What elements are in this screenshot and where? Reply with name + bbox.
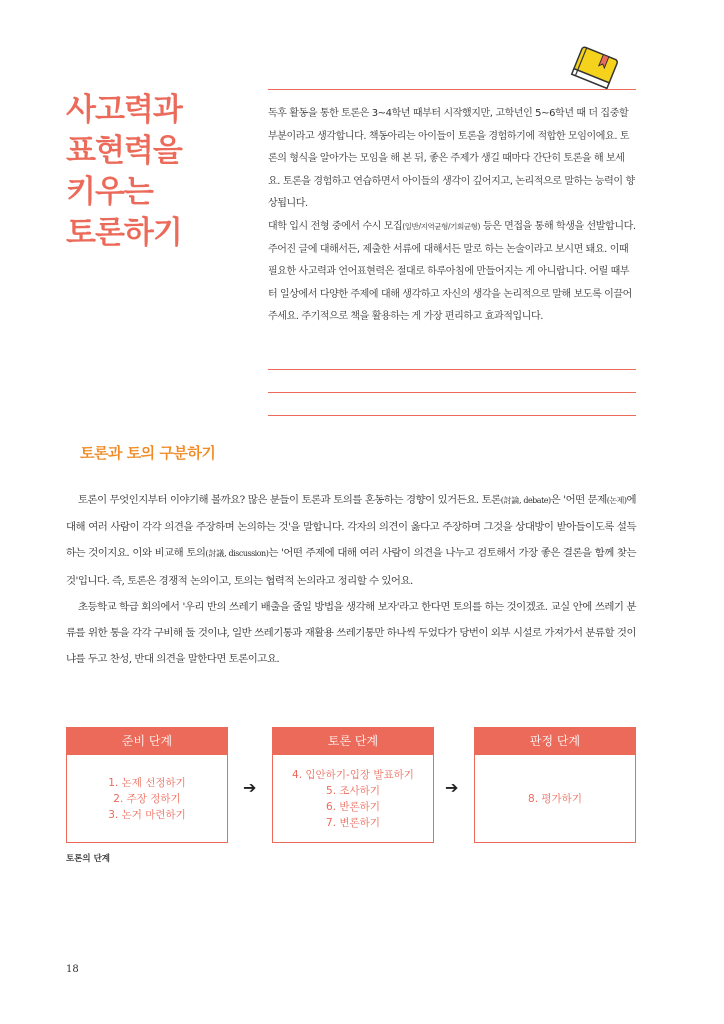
stage-item: 3. 논거 마련하기 xyxy=(108,808,186,821)
stage-box-debate xyxy=(272,727,434,843)
stage-items xyxy=(272,755,434,843)
stage-heading: 준비 단계 xyxy=(66,727,228,755)
stage-item: 1. 논제 선정하기 xyxy=(108,776,186,789)
blank-line xyxy=(268,392,636,393)
title-line: 토론하기 xyxy=(66,215,182,251)
body-paragraph: 초등학교 학급 회의에서 '우리 반의 쓰레기 배출을 줄일 방법을 생각해 보자'라고 한다면 토의를 하는 것이겠죠. 교실 안에 쓰레기 분류를 위한 통을 각각 구비해 둘 것이냐, 일반 쓰레기통과 재활용 쓰레기통만 하나씩 두었다가 당번이 외부 시설로 가져가서 분류할 것이냐를 두고 찬성, 반대 의견을 말한다면 토론이고요. xyxy=(66,600,636,666)
page-number: 18 xyxy=(66,964,79,975)
figure-caption: 토론의 단계 xyxy=(66,854,111,864)
body-paragraph: 토론이 무엇인지부터 이야기해 볼까요? 많은 분들이 토론과 토의를 혼동하는 경향이 있거든요. 토론(討論, debate)은 '어떤 문제(논제)에 대해 여러 사람이 각각 의견을 주장하며 논의하는 것'을 말합니다. 각자의 의견이 옳다고 주장하며 그것을 상대방이 받아들이도록 설득하는 것이지요. 이와 비교해 토의(討議, discussion)는 '어떤 주제에 대해 여러 사람이 의견을 나누고 검토해서 가장 좋은 결론을 함께 찾는 것'입니다. 즉, 토론은 경쟁적 논의이고, 토의는 협력적 논의라고 정리할 수 있어요. xyxy=(66,494,637,587)
body-text xyxy=(66,487,636,672)
stage-item: 8. 평가하기 xyxy=(528,792,582,805)
book-icon xyxy=(564,42,624,92)
stage-items xyxy=(474,755,636,843)
page-title xyxy=(66,90,236,254)
intro-paragraph: 대학 입시 전형 중에서 수시 모집(일반/지역균형/기회균형) 등은 면접을 통해 학생을 선발합니다. 주어진 글에 대해서든, 제출한 서류에 대해서든 말로 하는 논술이라고 보시면 돼요. 이때 필요한 사고력과 언어표현력은 절대로 하루아침에 만들어지는 게 아니랍니다. 어릴 때부터 일상에서 다양한 주제에 대해 생각하고 자신의 생각을 논리적으로 말해 보도록 이끌어 주세요. 주기적으로 책을 활용하는 게 가장 편리하고 효과적입니다. xyxy=(268,220,636,323)
stage-items xyxy=(66,755,228,843)
arrow-right-icon: ➔ xyxy=(445,778,459,797)
section-heading: 토론과 토의 구분하기 xyxy=(80,444,216,462)
stage-item: 6. 반론하기 xyxy=(326,800,380,813)
stage-item: 2. 주장 정하기 xyxy=(113,792,181,805)
intro-paragraph: 독후 활동을 통한 토론은 3~4학년 때부터 시작했지만, 고학년인 5~6학년 때 더 집중할 부분이라고 생각합니다. 책동아리는 아이들이 토론을 경험하기에 적합한 모임이에요. 토론의 형식을 알아가는 모임을 해 본 뒤, 좋은 주제가 생길 때마다 간단히 토론을 해 보세요. 토론을 경험하고 연습하면서 아이들의 생각이 깊어지고, 논리적으로 말하는 능력이 향상됩니다. xyxy=(268,108,635,210)
top-rule xyxy=(268,89,636,90)
blank-line xyxy=(268,369,636,370)
stage-item: 7. 변론하기 xyxy=(326,816,380,829)
arrow-right-icon: ➔ xyxy=(243,778,257,797)
blank-line xyxy=(268,415,636,416)
stage-box-judgment xyxy=(474,727,636,843)
stage-heading: 판정 단계 xyxy=(474,727,636,755)
title-line: 키우는 xyxy=(66,174,153,210)
stage-heading: 토론 단계 xyxy=(272,727,434,755)
title-line: 사고력과 xyxy=(66,92,182,128)
stage-item: 5. 조사하기 xyxy=(326,784,380,797)
stage-item: 4. 입안하기-입장 발표하기 xyxy=(292,768,414,781)
stage-box-preparation xyxy=(66,727,228,843)
title-line: 표현력을 xyxy=(66,133,182,169)
intro-text xyxy=(268,103,636,329)
